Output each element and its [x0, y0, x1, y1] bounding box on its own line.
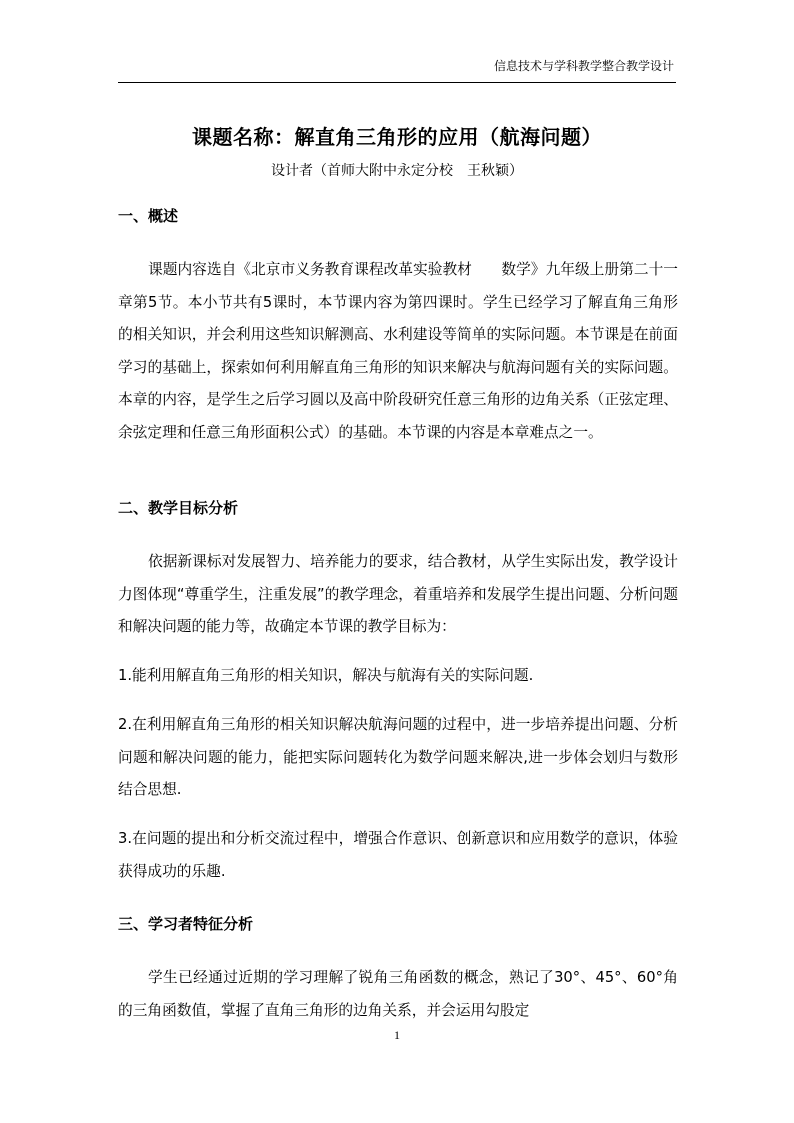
- paragraph: 依据新课标对发展智力、培养能力的要求，结合教材，从学生实际出发，教学设计力图体现“尊重学生，注重发展”的教学理念，着重培养和发展学生提出问题、分析问题和解决问题的能力等，故确定本节课的教学目标为：: [118, 553, 678, 635]
- section-learners-body: [118, 962, 678, 1027]
- document-title: 课题名称：解直角三角形的应用（航海问题）: [192, 125, 602, 149]
- section-objectives-body: [118, 546, 678, 644]
- paragraph: 学生已经通过近期的学习理解了锐角三角函数的概念，熟记了30°、45°、60°角的三角函数值，掌握了直角三角形的边角关系，并会运用勾股定: [118, 969, 678, 1019]
- header-rule: [118, 82, 676, 83]
- page-number: 1: [394, 1028, 400, 1042]
- objective-item: 2.在利用解直角三角形的相关知识解决航海问题的过程中，进一步培养提出问题、分析问题和解决问题的能力，能把实际问题转化为数学问题来解决,进一步体会划归与数形结合思想.: [118, 716, 678, 798]
- section-overview-body: [118, 254, 678, 449]
- header-text: 信息技术与学科教学整合教学设计: [493, 59, 674, 73]
- objective-item: 3.在问题的提出和分析交流过程中，增强合作意识、创新意识和应用数学的意识，体验获得成功的乐趣.: [118, 830, 678, 880]
- paragraph: 课题内容选自《北京市义务教育课程改革实验教材 数学》九年级上册第二十一章第5节。本小节共有5课时，本节课内容为第四课时。学生已经学习了解直角三角形的相关知识，并会利用这些知识解测高、水利建设等简单的实际问题。本节课是在前面学习的基础上，探索如何利用解直角三角形的知识来解决与航海问题有关的实际问题。本章的内容，是学生之后学习圆以及高中阶段研究任意三角形的边角关系（正弦定理、余弦定理和任意三角形面积公式）的基础。本节课的内容是本章难点之一。: [118, 261, 678, 441]
- section-heading-overview: 一、概述: [118, 207, 179, 225]
- objective-item-3-wrap: [118, 823, 678, 888]
- document-author: 设计者（首师大附中永定分校 王秋颖）: [271, 163, 523, 179]
- section-heading-learners: 三、学习者特征分析: [118, 915, 254, 933]
- section-heading-objectives: 二、教学目标分析: [118, 499, 239, 517]
- objective-item-1-wrap: [118, 660, 678, 693]
- objective-item: 1.能利用解直角三角形的相关知识，解决与航海有关的实际问题.: [118, 667, 534, 684]
- objective-item-2-wrap: [118, 709, 678, 807]
